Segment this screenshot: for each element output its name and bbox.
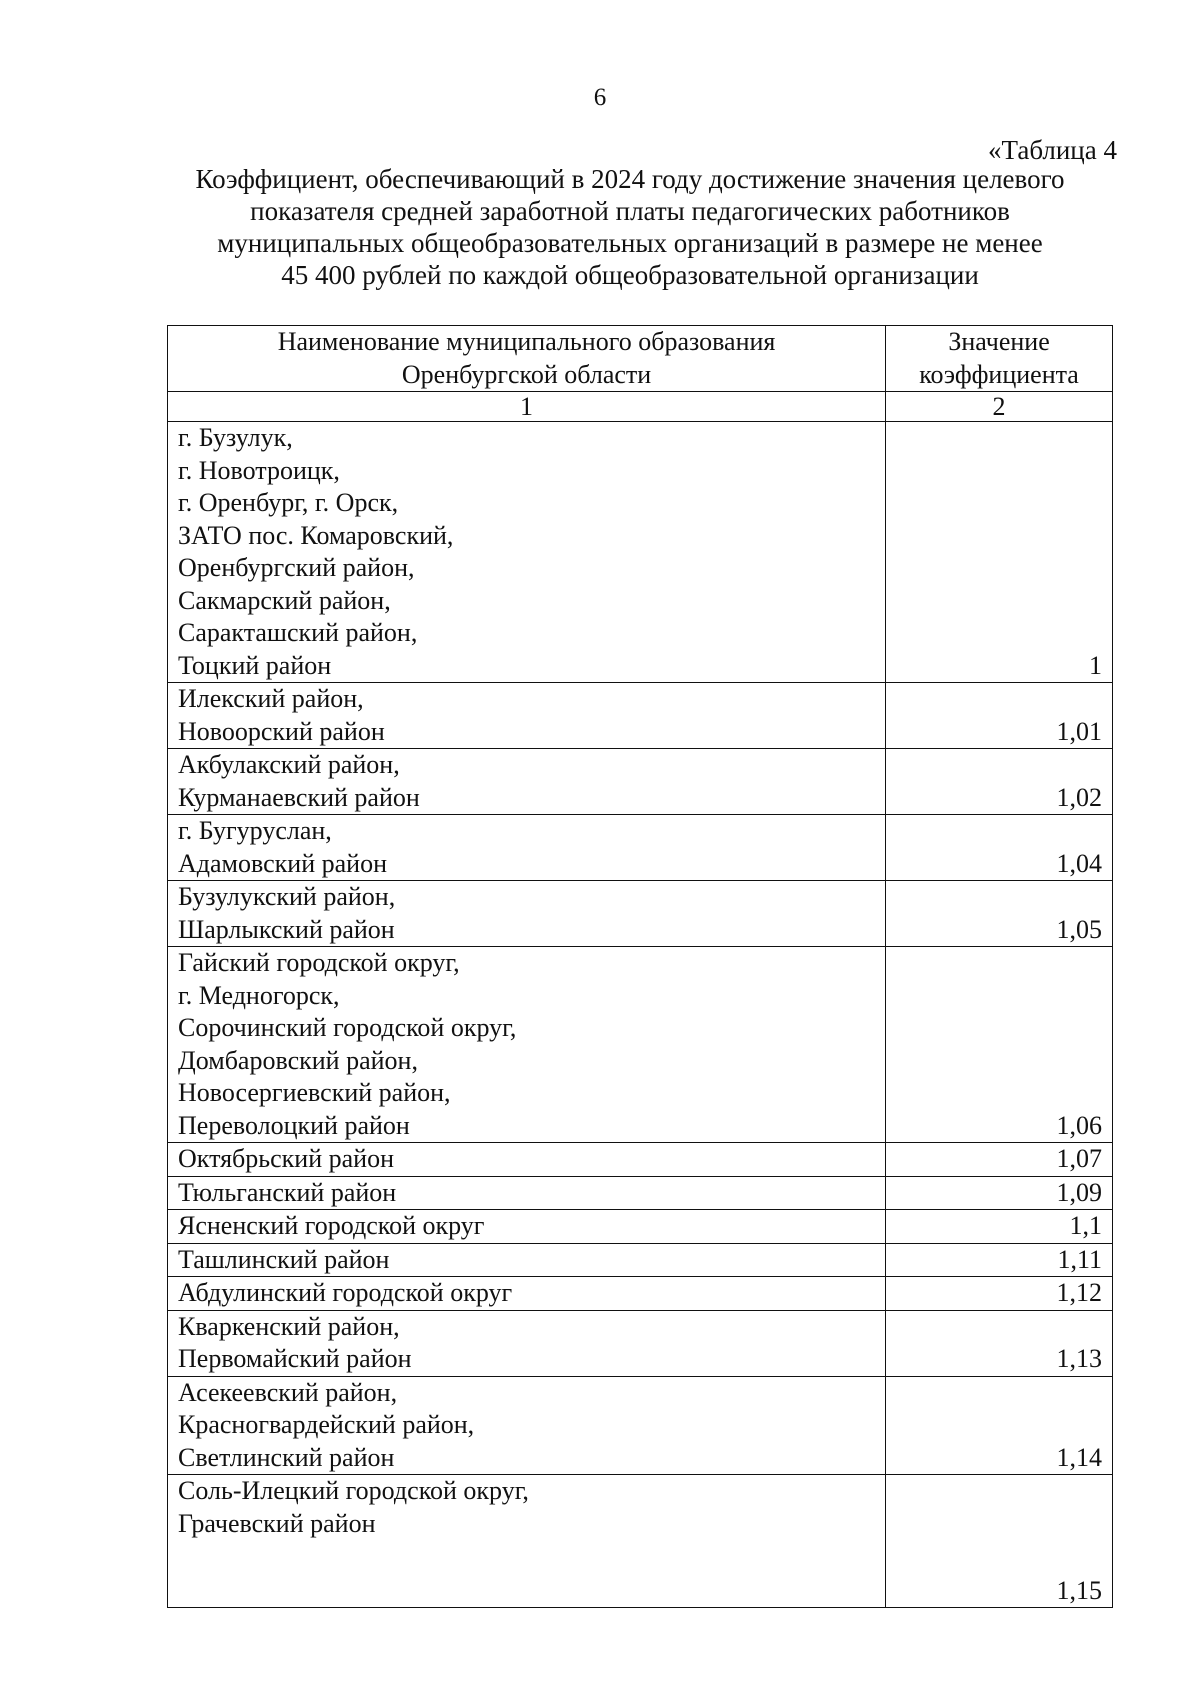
municipality-name: Красногвардейский район, [178, 1410, 475, 1439]
table-row [168, 1475, 1113, 1608]
table-row [168, 1310, 1113, 1376]
municipality-name: Адамовский район [178, 848, 387, 878]
table-row [168, 1143, 1113, 1177]
municipality-name: Ясненский городской округ [178, 1211, 485, 1240]
municipality-name: Акбулакский район, [178, 750, 400, 779]
municipality-name: г. Медногорск, [178, 980, 340, 1010]
coefficient-value: 1,12 [886, 1277, 1113, 1311]
coefficient-value: 1,15 [886, 1475, 1113, 1608]
table-row [168, 683, 1113, 749]
municipality-cell [168, 422, 886, 683]
column-number-row [168, 392, 1113, 422]
municipality-cell [168, 683, 886, 749]
municipality-cell [168, 1210, 886, 1244]
municipality-cell [168, 1243, 886, 1277]
municipality-cell [168, 881, 886, 947]
municipality-name: Саракташский район, [178, 618, 418, 647]
municipality-cell [168, 1277, 886, 1311]
municipality-name: Первомайский район [178, 1344, 412, 1373]
coefficient-value: 1,09 [886, 1176, 1113, 1210]
column-number: 1 [168, 392, 886, 422]
page-number: 6 [593, 84, 607, 111]
table-row [168, 1243, 1113, 1277]
municipality-name: Грачевский район [178, 1508, 376, 1538]
title-line: показателя средней заработной платы педагогических работников [250, 196, 1010, 226]
municipality-name: Курманаевский район [178, 782, 420, 812]
column-number: 2 [886, 392, 1113, 422]
coefficient-value: 1,07 [886, 1143, 1113, 1177]
coefficient-value: 1,06 [886, 947, 1113, 1143]
municipality-name: Тюльганский район [178, 1177, 397, 1207]
coefficient-table [167, 325, 1113, 1608]
municipality-cell [168, 1475, 886, 1608]
coefficient-value: 1,01 [886, 683, 1113, 749]
municipality-name: Домбаровский район, [178, 1045, 418, 1075]
coefficient-value: 1,14 [886, 1376, 1113, 1475]
municipality-name: г. Бугуруслан, [178, 816, 332, 845]
header-line: коэффициента [919, 359, 1079, 389]
table-row [168, 815, 1113, 881]
municipality-name: Новосергиевский район, [178, 1078, 451, 1107]
table-row [168, 1376, 1113, 1475]
coefficient-value: 1,1 [886, 1210, 1113, 1244]
municipality-name: Сорочинский городской округ, [178, 1013, 517, 1042]
table-label: «Таблица 4 [988, 135, 1117, 165]
municipality-name: Асекеевский район, [178, 1377, 398, 1407]
municipality-name: Абдулинский городской округ [178, 1278, 513, 1307]
table-row [168, 749, 1113, 815]
coefficient-value: 1,11 [886, 1243, 1113, 1277]
municipality-cell [168, 815, 886, 881]
title-line: муниципальных общеобразовательных организаций в размере не менее [217, 228, 1043, 258]
table-row [168, 881, 1113, 947]
coefficient-value: 1,13 [886, 1310, 1113, 1376]
table-header-row [168, 326, 1113, 392]
municipality-name: Оренбургский район, [178, 553, 415, 582]
title-line: 45 400 рублей по каждой общеобразовательной организации [281, 260, 979, 290]
municipality-cell [168, 1143, 886, 1177]
table-row [168, 1210, 1113, 1244]
municipality-cell [168, 749, 886, 815]
municipality-name: Новоорский район [178, 716, 385, 746]
municipality-name: Светлинский район [178, 1442, 395, 1472]
municipality-cell [168, 1176, 886, 1210]
municipality-name: г. Новотроицк, [178, 455, 340, 485]
municipality-name: Октябрьский район [178, 1144, 394, 1173]
municipality-name: Кваркенский район, [178, 1311, 400, 1341]
municipality-name: Переволоцкий район [178, 1110, 410, 1140]
municipality-name: г. Оренбург, г. Орск, [178, 488, 399, 517]
municipality-name: Ташлинский район [178, 1244, 390, 1274]
table-body [168, 422, 1113, 1608]
table-row [168, 1277, 1113, 1311]
table-title [150, 163, 1110, 291]
table-row [168, 947, 1113, 1143]
header-coefficient [886, 326, 1113, 392]
coefficient-value: 1,02 [886, 749, 1113, 815]
title-line: Коэффициент, обеспечивающий в 2024 году достижение значения целевого [195, 164, 1065, 194]
header-line: Оренбургской области [401, 359, 652, 389]
municipality-name: г. Бузулук, [178, 423, 293, 452]
coefficient-value: 1 [886, 422, 1113, 683]
municipality-name: Бузулукский район, [178, 882, 396, 911]
header-line: Наименование муниципального образования [277, 327, 776, 356]
municipality-name: Гайский городской округ, [178, 948, 460, 977]
table-row [168, 1176, 1113, 1210]
municipality-name: Соль-Илецкий городской округ, [178, 1476, 529, 1505]
municipality-name: Тоцкий район [178, 650, 332, 680]
coefficient-value: 1,04 [886, 815, 1113, 881]
municipality-cell [168, 1376, 886, 1475]
municipality-name: Илекский район, [178, 684, 364, 713]
municipality-cell [168, 1310, 886, 1376]
table-row [168, 422, 1113, 683]
coefficient-value: 1,05 [886, 881, 1113, 947]
header-line: Значение [948, 327, 1050, 356]
municipality-name: ЗАТО пос. Комаровский, [178, 520, 454, 550]
municipality-name: Сакмарский район, [178, 585, 391, 615]
municipality-cell [168, 947, 886, 1143]
municipality-name: Шарлыкский район [178, 914, 395, 944]
header-municipality [168, 326, 886, 392]
